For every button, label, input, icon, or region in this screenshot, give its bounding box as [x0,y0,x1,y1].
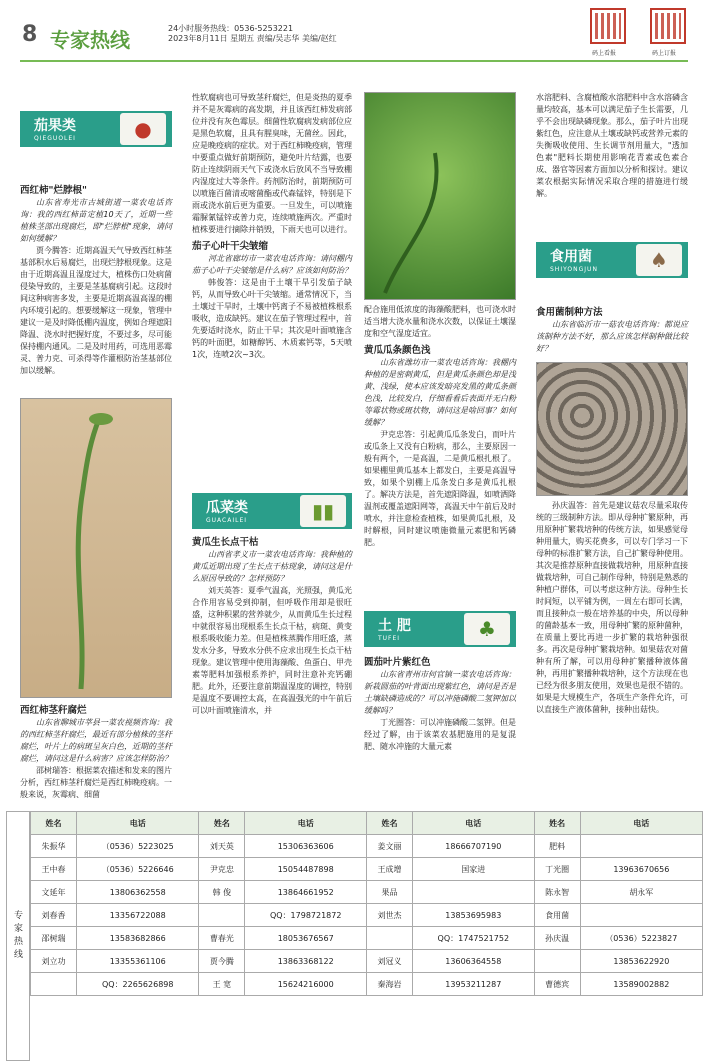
table-row [31,835,703,858]
hotline: 24小时服务热线：0536-5253221 [168,24,294,33]
qr-caption-read: 码上看报 [592,50,617,57]
article-answer: 贾今腾答：近期高温天气导致西红柿茎基部积水后易腐烂，出现烂脖根现象。这是由于近期高温且湿度过大，植株伤口处病菌侵染导致的，主要是茎基腐病引起。这段时间这种病害多发，主要是近期高温高湿的棚内环境引起的。想要缓解这一现象，管理中建议一是及时降低棚内温度，例如合理遮阳降温、浇水时把握好度，不要过多，尽可能保持棚内通风。二是及时用药，可选用恶霉灵、普力克、可杀得等作灌根防治茎基部位加以缓解。 [20,246,172,375]
article-answer-cont: 水溶肥料、含腐植酸水溶肥料中含水溶磷含量均较高，基本可以满足茄子生长需要，几乎不会出现缺磷现象。那么，茄子叶片出现紫红色，应注意从土壤或缺钙或营养元素的失衡吸收使用、生长调节剂用量大，"透加色素"肥料长期使用影响花青素或色素合成、器官等因素方面加以分析和探讨。建议菜农根据实际情况采取合理的措施进行缓解。 [536,93,688,198]
table-cell: 曹春光 [199,927,245,950]
table-cell [413,881,535,904]
article-col3-top [364,304,516,604]
banner-pinyin: GUACAILEI [206,517,248,524]
article-col1-top [20,180,172,395]
banner-title: 食用菌 [550,249,592,265]
photo-eggplant-leaf [364,92,516,300]
banner-pinyin: SHIYONGJUN [550,266,598,273]
banner-qieguo [20,111,172,147]
article-answer: 刘天英答：夏季气温高，光照强，黄瓜光合作用容易受到抑制，但呼吸作用却是很旺盛，这种积累的营养就少，从而黄瓜生长过程中就很容易出现根系生长点干枯，病斑、黄变根系吸收能力差。但是植株蒸腾作用旺盛，蒸发水分多，导致水分供不应求出现生长点干枯现象。建议管理中使用海藻酸、鱼蛋白、甲壳素等肥料加强根系养护，同时注意补充钙硼肥。此外，还要注意前期温湿度的调控，特别是温度不要调控太高，在高温强光的中午前后可以叶面喷施清水，并 [192,586,352,715]
expert-contact-table [30,811,703,996]
section-title: 专家热线 [50,28,130,52]
table-cell: QQ：2265626898 [77,973,199,996]
article-question: 山东省聊城市莘县一菜农视频咨询：我的西红柿茎秆腐烂，最近有部分植株的茎秆腐烂，叶片上的病斑呈灰白色，近期的茎秆腐烂，请问这是什么病害？应该怎样防治？ [20,718,172,763]
page-number: 8 [22,22,38,47]
article-answer-cont: 配合施用低浓度的海藻酸肥料，也可浇水时适当增大浇水量和浇水次数，以保证土壤湿度和空气湿度适宜。 [364,305,516,338]
article-title: 西红柿"烂脖根" [20,185,87,196]
table-cell: 刘冠义 [366,950,412,973]
table-cell: 肥料 [534,835,580,858]
table-cell: （0536）5223827 [580,927,702,950]
cucumber-icon: ▮▮ [300,495,346,527]
table-cell: 13853695983 [413,904,535,927]
table-row [31,881,703,904]
table-cell: 食用菌 [534,904,580,927]
table-cell: 刘春香 [31,904,77,927]
table-cell: 王 宽 [199,973,245,996]
article-question: 河北省廊坊市一菜农电话咨询：请问棚内茄子心叶干尖皱缩是什么病？应该如何防治？ [192,254,352,275]
banner-shiyongjun [536,242,688,278]
table-row [31,950,703,973]
table-cell: 13355361106 [77,950,199,973]
table-cell: 刘立功 [31,950,77,973]
table-cell: 丁光圈 [534,858,580,881]
table-header: 姓名 [31,812,77,835]
table-cell: 13853622920 [580,950,702,973]
article-question: 山东省寿光市古城街道一菜农电话咨询：我的西红柿苗定植10天了，近期一些植株茎部出现腐烂，即"烂脖根"现象，请问如何缓解？ [20,198,172,243]
table-cell: 18666707190 [413,835,535,858]
table-cell: 文延年 [31,881,77,904]
article-col2-top [192,92,352,359]
table-cell [31,973,77,996]
banner-guacai [192,493,352,529]
table-cell: 国家进 [413,858,535,881]
article-col4-head [536,302,688,360]
table-row [31,858,703,881]
table-cell: QQ：1747521752 [413,927,535,950]
table-side-label: 专家热线 [6,811,30,1061]
banner-title: 茄果类 [34,118,76,134]
table-cell [199,904,245,927]
table-cell: 15306363606 [245,835,367,858]
table-cell: 15624216000 [245,973,367,996]
table-header: 姓名 [366,812,412,835]
table-cell: 王中春 [31,858,77,881]
table-header: 电话 [580,812,702,835]
table-cell: 曹德宾 [534,973,580,996]
article-col4-bottom [536,500,688,808]
table-cell: 姜文丽 [366,835,412,858]
table-row [31,927,703,950]
table-cell [366,927,412,950]
table-cell: 13583682866 [77,927,199,950]
table-cell: 韩 俊 [199,881,245,904]
banner-tufei [364,611,516,647]
banner-title: 土 肥 [378,618,411,634]
table-row [31,904,703,927]
article-title: 食用菌制种方法 [536,307,603,318]
article-question: 山东省青州市何官镇一菜农电话咨询：新栽圆茄的叶背面出现紫红色，请问是否是土壤缺磷造成的？可以冲施磷酸二氢钾加以缓解吗？ [364,670,516,715]
table-cell: 王成增 [366,858,412,881]
banner-pinyin: TUFEI [378,635,401,642]
table-cell: 13589002882 [580,973,702,996]
article-col1-bottom [20,700,172,808]
qr-code-read[interactable] [590,8,626,44]
seedling-icon: ♣ [464,613,510,645]
article-title: 黄瓜瓜条颜色浅 [364,345,431,356]
table-cell [580,835,702,858]
article-title: 圆茄叶片紫红色 [364,657,431,668]
photo-mushrooms [536,362,688,496]
table-cell: 13806362558 [77,881,199,904]
table-cell: （0536）5226646 [77,858,199,881]
table-cell: 秦海岩 [366,973,412,996]
header-info [168,24,337,44]
article-answer: 孙庆温答：首先是建议菇农尽量采取传统的三级制种方法。即从母种扩繁原种，再用原种扩繁栽培种的传统方法，如果感觉母种用量大，购买花费多，可以专门学习一下母种的标准扩繁方法，自己扩繁母种使用。其次是推荐原种直接做栽培种，用原种直接做栽培种，可自己制作母种，特别是熟悉的种植户群体，可以考虑这种方法。母种生长时间短，以平铺为例，一周左右即可长满，而且接种点一般在培养基的中央，所以母种的菌龄基本一致，用母种扩繁的原种菌种，在质量上要比再进一步扩繁的栽培种强很多。再次是母种扩繁栽培种。如果菇农对菌种有所了解，可以用母种扩繁播种液体菌种，再用扩繁播种栽培种，这个方法现在也已经为很多朋友使用，效果也是很不错的。如果是大规模生产，各项生产条件允许，可以直接生产液体菌种，接种出菇快。 [536,501,688,714]
article-col3-bottom [364,652,516,808]
table-cell: QQ：1798721872 [245,904,367,927]
table-cell: 13356722088 [77,904,199,927]
article-question: 山东省潍坊市一菜农电话咨询：我棚内种植的是密刺黄瓜，但是黄瓜条颜色却是浅黄、浅绿，使本应该发暗亮发黑的黄瓜条颜色浅，比较发白，仔细看看后表面并无白粉等霉状物或斑状物，请问这是啥回事？如何缓解？ [364,358,516,427]
article-col4-top [536,92,688,242]
table-cell: 刘世杰 [366,904,412,927]
table-cell: 胡永军 [580,881,702,904]
table-cell: 陈永智 [534,881,580,904]
article-answer: 丁光圈答：可以冲施磷酸二氢钾。但是经过了解，由于该菜农基肥施用的是复混肥、随水冲施的大量元素 [364,718,516,751]
table-cell: 18053676567 [245,927,367,950]
table-cell: 13606364558 [413,950,535,973]
article-col2-bottom [192,532,352,808]
article-title: 茄子心叶干尖皱缩 [192,241,269,252]
table-cell: 邵树瑞 [31,927,77,950]
article-question: 山西省孝义市一菜农电话咨询：我种植的黄瓜近期出现了生长点干枯现象，请问这是什么原因导致的？怎样预防？ [192,550,352,583]
table-cell: 13864661952 [245,881,367,904]
table-cell: 13863368122 [245,950,367,973]
table-cell: 15054487898 [245,858,367,881]
article-answer: 韩俊答：这是由于土壤干旱引发茄子缺钙，从而导致心叶干尖皱缩。通常情况下，当土壤过干旱时，土壤中钙离子不易被植株根系吸收，造成缺钙。建议在茄子管理过程中，首先要适时浇水，防止干旱；其次是叶面喷施含钙的叶面肥，如糖醇钙、木质素钙等，5天喷1次，连喷2次~3次。 [192,278,352,359]
table-cell: 13963670656 [580,858,702,881]
table-cell [580,904,702,927]
table-cell: 孙庆温 [534,927,580,950]
page-header [0,0,708,60]
article-title: 西红柿茎秆腐烂 [20,705,87,716]
table-cell: 果品 [366,881,412,904]
article-answer-cont: 性软腐病也可导致茎秆腐烂，但是炎热的夏季并不是灰霉病的高发期，并且该西红柿发病部位并没有灰色霉层。细菌性软腐病发病部位应是黑色软腐，且具有腥臭味，无菌丝。因此，应是晚疫病的症状。对于西红柿晚疫病，管理中要重点做好前期预防，避免叶片结露，也要防止连续阴雨天气下或浇水后放风不当导致棚内湿度过大等条件。药剂防治时，前期预防可以喷施百菌清或嘧菌酯或代森锰锌，特别是下雨或浇水前后更为重要。一旦发生，可以喷施霜脲氰锰锌或普力克，连续喷施两次。严重时植株要进行摘除并销毁，下雨天也可以进行。 [192,93,352,234]
qr-caption-subscribe: 码上订报 [652,50,677,57]
article-title: 黄瓜生长点干枯 [192,537,259,548]
table-header: 电话 [413,812,535,835]
table-cell: （0536）5223025 [77,835,199,858]
table-cell: 尹克忠 [199,858,245,881]
table-cell: 朱振华 [31,835,77,858]
mushroom-icon: ♠ [636,244,682,276]
tomato-icon: ● [120,113,166,145]
article-question: 山东省临沂市一菇农电话咨询：都说应该制种方法不好，那么应该怎样制种做比较好？ [536,320,688,353]
banner-pinyin: QIEGUOLEI [34,135,76,142]
article-answer: 尹克忠答：引起黄瓜瓜条发白，而叶片或瓜条上又没有白粉病，那么，主要原因一般有两个，一是高温，二是黄瓜根扎根了。如果棚里黄瓜基本上都发白，主要是高温导致，如果个别棚上瓜条发白多是黄瓜扎根了。解决方法是，首先遮阳降温，如喷洒降温剂或覆盖遮阳网等，高温天中午前后及时喷水，并注意检查植株，如果黄瓜扎根，及时解根，同时建议喷施微量元素肥和钙磷肥。 [364,430,516,547]
table-cell [534,950,580,973]
table-cell: 贾今腾 [199,950,245,973]
table-header: 姓名 [199,812,245,835]
table-row [31,973,703,996]
photo-tomato-stem [20,398,172,698]
date-editor: 2023年8月11日 星期五 责编/吴志华 美编/赵红 [168,34,337,43]
banner-title: 瓜菜类 [206,500,248,516]
article-col2-mid [192,302,352,488]
table-cell: 刘天英 [199,835,245,858]
table-header: 电话 [77,812,199,835]
table-header: 姓名 [534,812,580,835]
qr-code-subscribe[interactable] [650,8,686,44]
article-answer: 邵树瑞答：根据菜农描述和发来的图片分析，西红柿茎秆腐烂是西红柿晚疫病。一般来说，灰霉病、细菌 [20,766,172,799]
table-cell: 13953211287 [413,973,535,996]
table-header: 电话 [245,812,367,835]
header-rule [20,60,688,62]
